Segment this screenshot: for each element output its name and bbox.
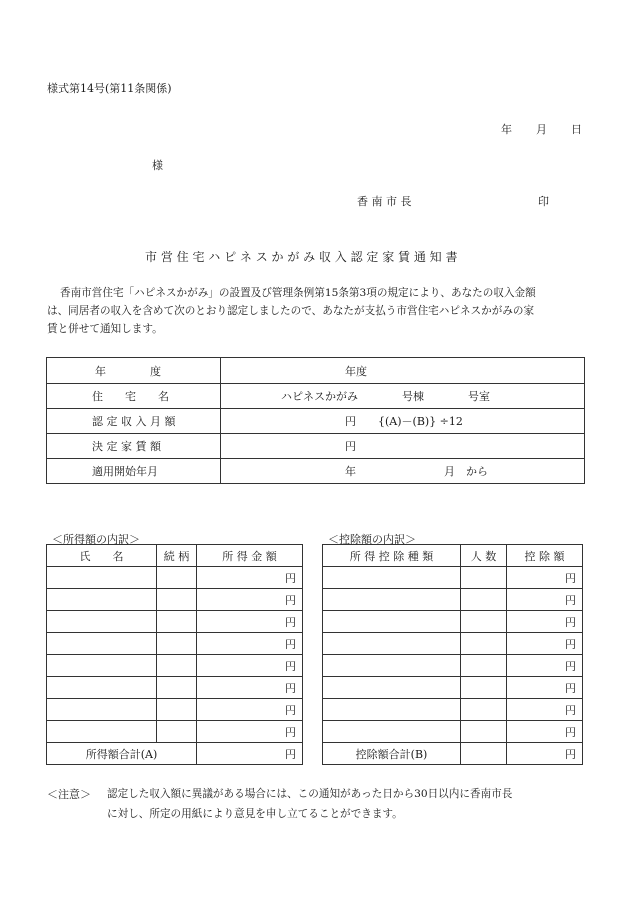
table-row (47, 589, 303, 611)
deduction-table (322, 544, 583, 765)
yen-unit: 円 (507, 655, 583, 677)
row-value-housing-name: ハピネスかがみ 号棟 号室 (221, 384, 585, 409)
yen-unit: 円 (197, 721, 303, 743)
notice-label: ＜注意＞ (47, 788, 91, 801)
yen-unit: 円 (507, 699, 583, 721)
body-line-1: 香南市営住宅「ハピネスかがみ」の設置及び管理条例第15条第3項の規定により、あなたの収入金額 (60, 287, 536, 299)
header-name: 氏 名 (47, 545, 157, 567)
table-row (323, 633, 583, 655)
yen-unit: 円 (197, 655, 303, 677)
addressee-suffix: 様 (152, 159, 163, 172)
table-row (47, 721, 303, 743)
header-income-amount: 所 得 金 額 (197, 545, 303, 567)
table-row (47, 358, 585, 384)
body-line-2: は、同居者の収入を含めて次のとおり認定しましたので、あなたが支払う市営住宅ハピネスかがみの家 (47, 305, 535, 317)
income-total-unit: 円 (197, 743, 303, 765)
table-header-row (47, 545, 303, 567)
row-label-fiscal-year: 年 度 (47, 358, 221, 384)
row-value-fiscal-year: 年度 (221, 358, 585, 384)
table-row (47, 633, 303, 655)
date-year: 年 (501, 123, 512, 136)
date-month: 月 (536, 123, 547, 136)
row-label-housing-name: 住 宅 名 (47, 384, 221, 409)
header-persons: 人 数 (461, 545, 507, 567)
table-row (47, 655, 303, 677)
table-row (323, 567, 583, 589)
body-line-3: 賃と併せて通知します。 (47, 323, 163, 335)
yen-unit: 円 (197, 611, 303, 633)
table-row (323, 699, 583, 721)
header-deduction-amount: 控 除 額 (507, 545, 583, 567)
yen-unit: 円 (507, 567, 583, 589)
yen-unit: 円 (507, 677, 583, 699)
yen-unit: 円 (507, 589, 583, 611)
header-deduction-type: 所 得 控 除 種 類 (323, 545, 461, 567)
table-row (323, 655, 583, 677)
deduction-breakdown-caption: ＜控除額の内訳＞ (328, 533, 416, 546)
table-row (47, 409, 585, 434)
table-row (323, 589, 583, 611)
income-table (46, 544, 303, 765)
table-row (47, 677, 303, 699)
deduction-total-label: 控除額合計(B) (323, 743, 461, 765)
income-total-label: 所得額合計(A) (47, 743, 197, 765)
main-info-table (46, 357, 585, 484)
deduction-total-unit: 円 (507, 743, 583, 765)
table-row (47, 459, 585, 484)
table-row (323, 677, 583, 699)
issuer-title: 香 南 市 長 (357, 195, 412, 208)
total-row (47, 743, 303, 765)
yen-unit: 円 (197, 567, 303, 589)
yen-unit: 円 (197, 633, 303, 655)
table-row (47, 434, 585, 459)
table-row (47, 567, 303, 589)
table-row (323, 611, 583, 633)
row-label-start-month: 適用開始年月 (47, 459, 221, 484)
table-row (47, 384, 585, 409)
yen-unit: 円 (507, 721, 583, 743)
row-value-monthly-income: 円 {(A)－(B)} ÷12 (221, 409, 585, 434)
document-title: 市 営 住 宅 ハ ピ ネ ス か が み 収 入 認 定 家 賃 通 知 書 (145, 250, 458, 264)
table-header-row (323, 545, 583, 567)
row-value-rent: 円 (221, 434, 585, 459)
yen-unit: 円 (507, 611, 583, 633)
date-day: 日 (571, 123, 582, 136)
yen-unit: 円 (197, 699, 303, 721)
total-row (323, 743, 583, 765)
notice-line-1: 認定した収入額に異議がある場合には、この通知があった日から30日以内に香南市長 (107, 788, 513, 800)
income-breakdown-caption: ＜所得額の内訳＞ (52, 533, 140, 546)
row-value-start-month: 年 月 から (221, 459, 585, 484)
table-row (323, 721, 583, 743)
table-row (47, 699, 303, 721)
header-relation: 続 柄 (157, 545, 197, 567)
yen-unit: 円 (197, 677, 303, 699)
table-row (47, 611, 303, 633)
row-label-monthly-income: 認 定 収 入 月 額 (47, 409, 221, 434)
seal-mark: 印 (538, 195, 549, 208)
notice-line-2: に対し、所定の用紙により意見を申し立てることができます。 (107, 808, 403, 820)
form-number: 様式第14号(第11条関係) (47, 82, 172, 95)
yen-unit: 円 (507, 633, 583, 655)
yen-unit: 円 (197, 589, 303, 611)
row-label-rent: 決 定 家 賃 額 (47, 434, 221, 459)
